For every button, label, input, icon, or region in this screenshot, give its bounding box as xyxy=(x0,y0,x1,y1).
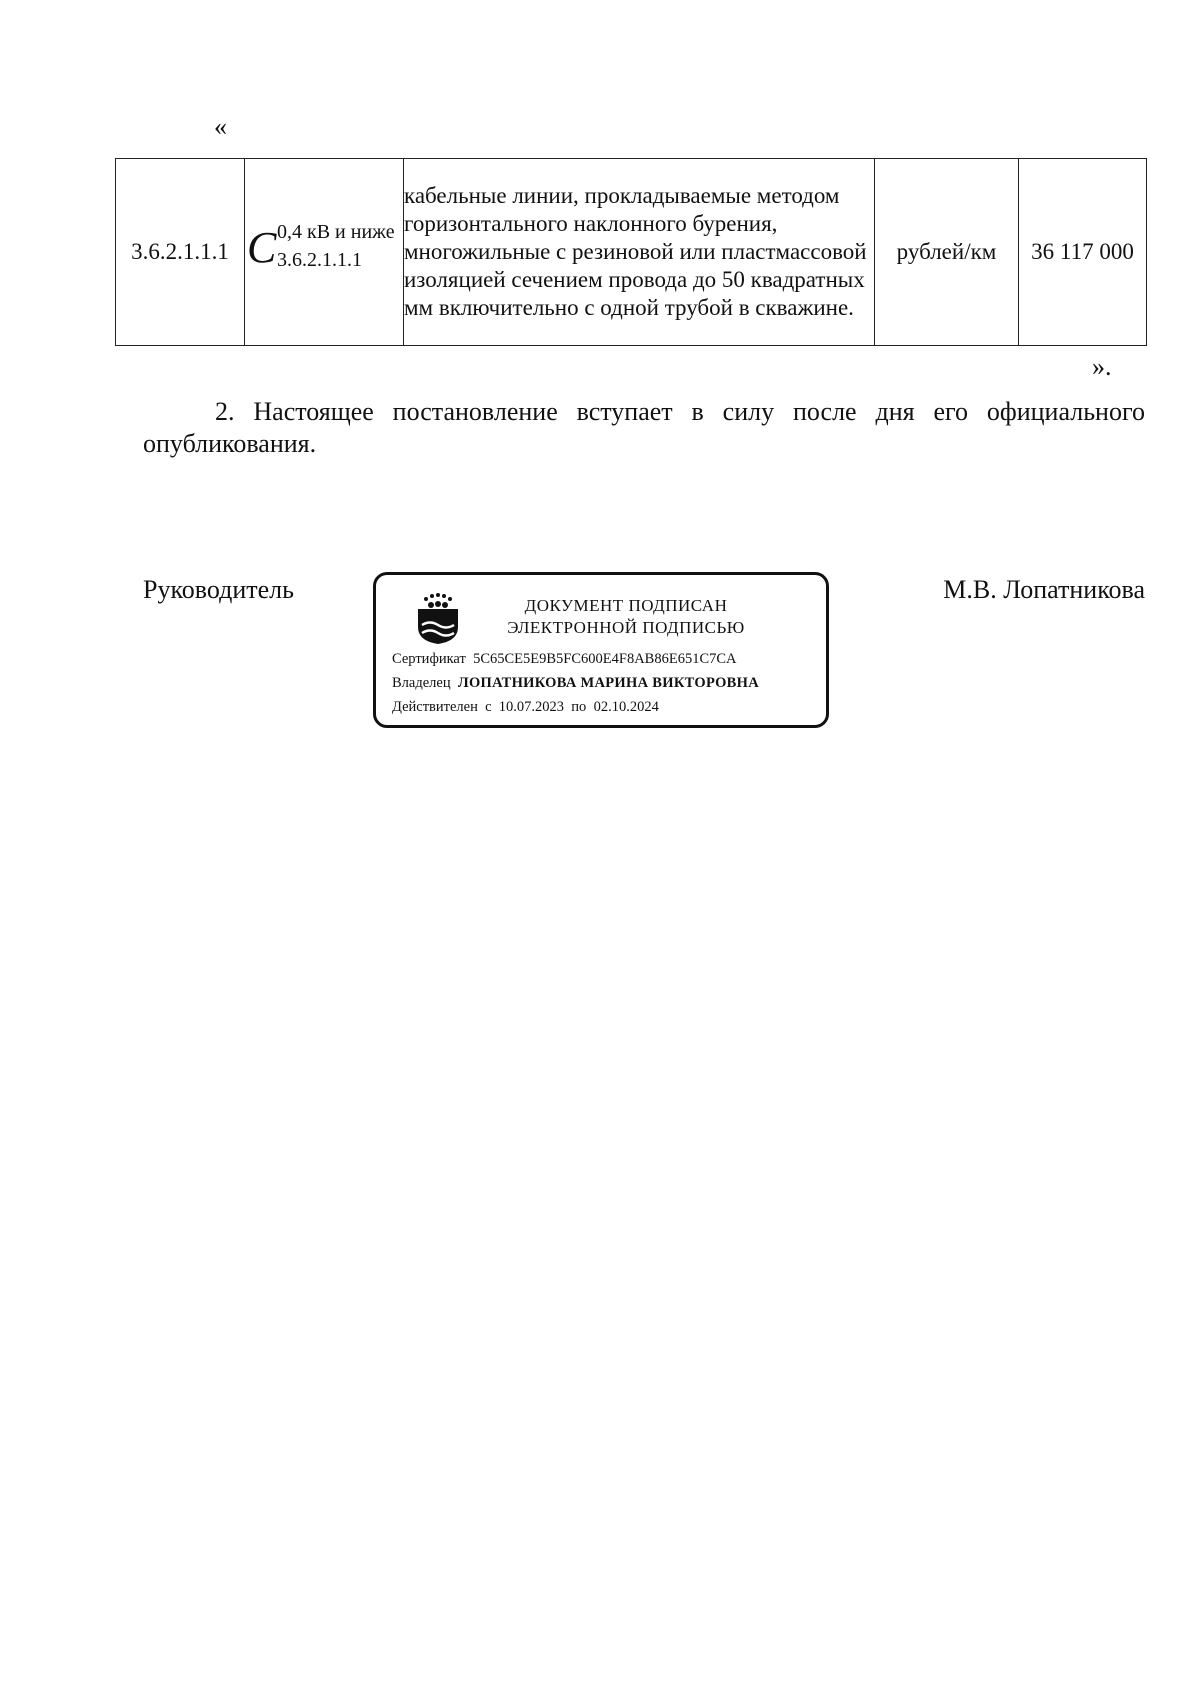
row-description: кабельные линии, прокладываемые методом горизонтального наклонного бурения, многожильные с резиновой или пластмассовой изоляцией сечением провода до 50 квадратных мм включительно с одной трубой в скважине. xyxy=(404,159,875,346)
tariff-table xyxy=(115,158,1147,346)
signatory-name: М.В. Лопатникова xyxy=(943,575,1145,604)
valid-from-label: с xyxy=(485,699,492,715)
row-code: 3.6.2.1.1.1 xyxy=(116,159,245,346)
row-unit: рублей/км xyxy=(875,159,1019,346)
certificate-value: 5C65CE5E9B5FC600E4F8AB86E651C7CA xyxy=(473,651,737,667)
rate-symbol-superscript: 0,4 кВ и ниже xyxy=(277,221,395,243)
stamp-owner-line xyxy=(392,675,759,692)
valid-to-date: 02.10.2024 xyxy=(593,699,659,715)
rate-symbol-subscript: 3.6.2.1.1.1 xyxy=(277,249,362,271)
stamp-title-line-1: ДОКУМЕНТ ПОДПИСАН xyxy=(524,596,728,615)
coat-of-arms-icon xyxy=(414,593,462,645)
table-row xyxy=(116,159,1147,346)
certificate-label: Сертификат xyxy=(392,651,466,667)
owner-value: ЛОПАТНИКОВА МАРИНА ВИКТОРОВНА xyxy=(457,675,759,691)
stamp-title xyxy=(466,595,786,639)
stamp-title-line-2: ЭЛЕКТРОННОЙ ПОДПИСЬЮ xyxy=(507,618,745,637)
validity-label: Действителен xyxy=(392,699,478,715)
effective-date-paragraph: 2. Настоящее постановление вступает в силу после дня его официального опубликования. xyxy=(143,397,1145,458)
row-value: 36 117 000 xyxy=(1019,159,1147,346)
rate-symbol-base: C xyxy=(247,223,277,272)
electronic-signature-stamp xyxy=(373,572,829,728)
valid-from-date: 10.07.2023 xyxy=(498,699,565,715)
signatory-role: Руководитель xyxy=(143,575,294,604)
opening-quote-mark: « xyxy=(214,112,227,141)
valid-to-label: по xyxy=(571,699,587,715)
rate-symbol xyxy=(245,159,404,346)
stamp-certificate-line xyxy=(392,651,737,668)
stamp-validity-line xyxy=(392,699,659,716)
owner-label: Владелец xyxy=(392,675,451,691)
closing-quote-mark: ». xyxy=(1092,352,1112,381)
